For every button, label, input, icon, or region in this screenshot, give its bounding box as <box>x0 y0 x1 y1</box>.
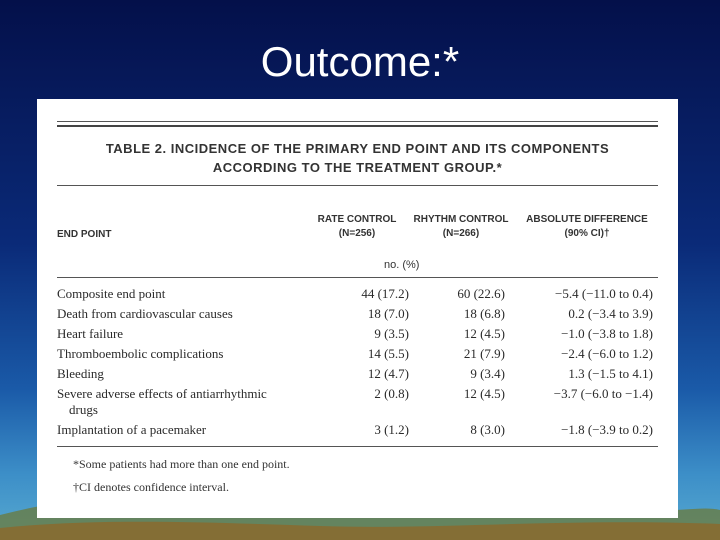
col-header-end-point: END POINT <box>57 229 112 240</box>
row-diff: −1.0 (−3.8 to 1.8) <box>561 326 653 341</box>
col-header-rhythm <box>411 213 511 241</box>
results-table <box>37 99 678 518</box>
row-rhythm: 21 (7.9) <box>463 346 505 361</box>
row-diff: −1.8 (−3.9 to 0.2) <box>561 422 653 437</box>
row-diff: −2.4 (−6.0 to 1.2) <box>561 346 653 361</box>
row-diff: 0.2 (−3.4 to 3.9) <box>568 306 653 321</box>
col-header-diff <box>519 213 655 241</box>
row-label: Heart failure <box>57 326 124 341</box>
footer-rule <box>57 446 658 447</box>
table-caption-line1: TABLE 2. INCIDENCE OF THE PRIMARY END POINT AND ITS COMPONENTS <box>105 141 610 156</box>
footnote: *Some patients had more than one end point. <box>73 457 290 471</box>
row-rhythm: 8 (3.0) <box>470 422 505 437</box>
row-rate: 3 (1.2) <box>374 422 409 437</box>
row-rhythm: 9 (3.4) <box>470 366 505 381</box>
row-rate: 18 (7.0) <box>367 306 409 321</box>
col-header-rate-n: (N=256) <box>338 228 376 239</box>
col-header-diff-label: ABSOLUTE DIFFERENCE <box>526 214 648 225</box>
row-rate: 12 (4.7) <box>367 366 409 381</box>
row-diff: −5.4 (−11.0 to 0.4) <box>555 286 653 301</box>
row-label-line2: drugs <box>69 402 98 417</box>
row-diff: −3.7 (−6.0 to −1.4) <box>553 386 653 401</box>
row-diff: 1.3 (−1.5 to 4.1) <box>568 366 653 381</box>
row-rate: 9 (3.5) <box>374 326 409 341</box>
top-rule-thick <box>57 125 658 127</box>
table-caption-line2: ACCORDING TO THE TREATMENT GROUP.* <box>212 160 503 175</box>
unit-label: no. (%) <box>384 259 420 271</box>
row-rhythm: 60 (22.6) <box>457 286 505 301</box>
row-label: Composite end point <box>57 286 166 301</box>
header-rule <box>57 277 658 278</box>
row-rate: 14 (5.5) <box>367 346 409 361</box>
row-rate: 44 (17.2) <box>361 286 409 301</box>
col-header-rate <box>309 213 405 241</box>
top-rule <box>57 121 658 122</box>
row-rhythm: 18 (6.8) <box>463 306 505 321</box>
row-rhythm: 12 (4.5) <box>463 326 505 341</box>
row-label <box>57 386 295 418</box>
row-label: Thromboembolic complications <box>57 346 224 361</box>
slide-title: Outcome:* <box>260 38 460 85</box>
row-label: Implantation of a pacemaker <box>57 422 207 437</box>
col-header-rhythm-label: RHYTHM CONTROL <box>413 214 509 225</box>
row-label: Death from cardiovascular causes <box>57 306 233 321</box>
col-header-rhythm-n: (N=266) <box>442 228 480 239</box>
row-rate: 2 (0.8) <box>374 386 409 401</box>
table-row <box>57 386 657 418</box>
row-label-line1: Severe adverse effects of antiarrhythmic <box>57 386 267 401</box>
caption-rule <box>57 185 658 186</box>
col-header-rate-label: RATE CONTROL <box>317 214 397 225</box>
row-rhythm: 12 (4.5) <box>463 386 505 401</box>
col-header-diff-ci: (90% CI)† <box>564 228 610 239</box>
footnote: †CI denotes confidence interval. <box>73 480 229 494</box>
row-label: Bleeding <box>57 366 104 381</box>
